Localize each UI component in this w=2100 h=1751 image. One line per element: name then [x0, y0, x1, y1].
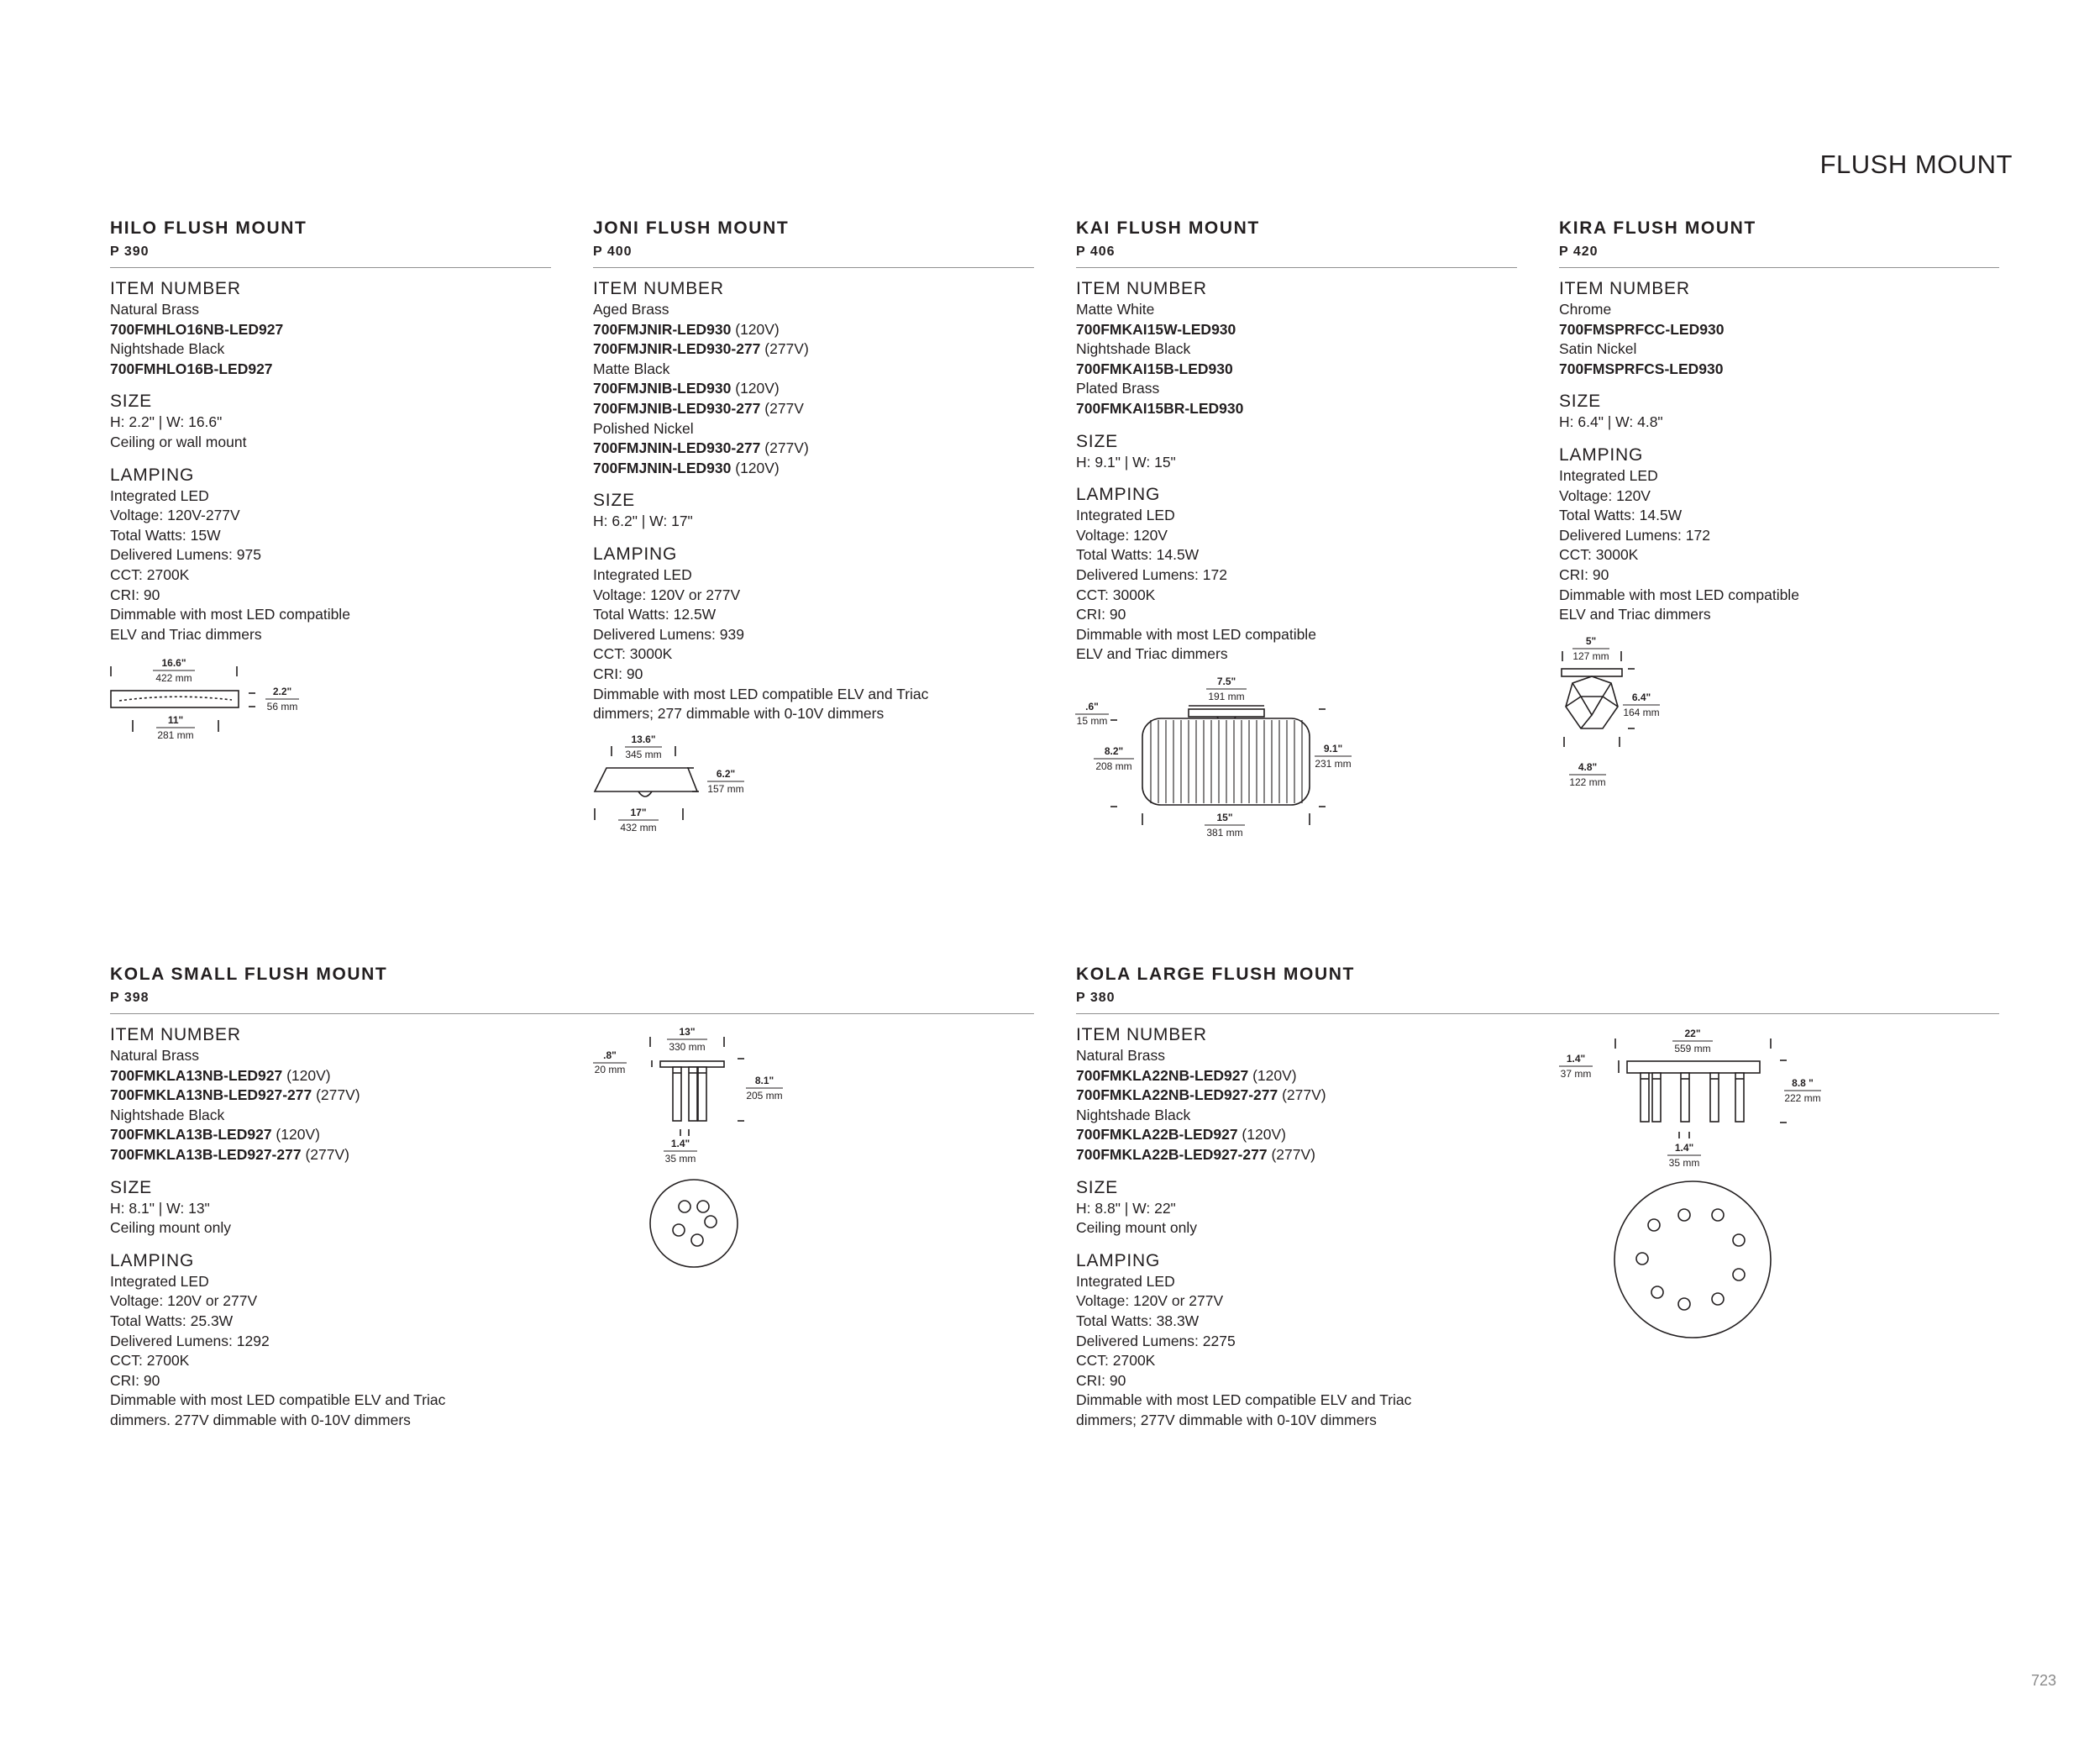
sku-row: [1076, 1066, 1517, 1086]
kai-height-mm: 231 mm: [1315, 758, 1352, 770]
kira-width-mm: 122 mm: [1569, 776, 1606, 788]
sku-row: [593, 379, 1034, 399]
joni-width-mm: 432 mm: [620, 822, 657, 833]
lamping-line: dimmers. 277V dimmable with 0-10V dimmers: [110, 1411, 411, 1428]
kola-large-width-in: 22": [1684, 1028, 1701, 1039]
lamping-line: CCT: 3000K: [593, 645, 673, 663]
size-line: Ceiling mount only: [110, 1219, 231, 1237]
sku-row: [1076, 360, 1517, 380]
sku-row: [110, 320, 551, 340]
finish-label: Nightshade Black: [1076, 340, 1191, 358]
product-kola-large: [1076, 963, 1999, 1431]
kola-large-dimension-drawing: [1550, 1025, 1835, 1349]
sku-voltage: (277V): [301, 1145, 349, 1163]
lamping-line: Delivered Lumens: 172: [1076, 565, 1227, 583]
lamping-line: dimmers; 277 dimmable with 0-10V dimmers: [593, 705, 885, 723]
kai-body-in: 8.2": [1104, 745, 1124, 757]
hilo-width-mm: 422 mm: [155, 672, 192, 684]
sku-code: 700FMKAI15W-LED930: [1076, 320, 1236, 338]
joni-width-in: 17": [630, 807, 647, 818]
kola-small-canopy-in: .8": [603, 1049, 617, 1061]
kai-stem-in: .6": [1085, 701, 1099, 712]
sku-voltage: (120V): [731, 459, 780, 476]
lamping-line: CRI: 90: [593, 665, 643, 682]
sku-row: [593, 439, 1034, 459]
finish-label: Aged Brass: [593, 301, 669, 318]
item-number-heading: ITEM NUMBER: [110, 279, 241, 298]
lamping-line: Dimmable with most LED compatible: [110, 606, 350, 623]
joni-height-in: 6.2": [716, 768, 736, 780]
kola-large-canopy-mm: 37 mm: [1560, 1068, 1592, 1080]
size-heading: SIZE: [1076, 431, 1118, 451]
lamping-line: Dimmable with most LED compatible ELV and Triac: [1076, 1391, 1412, 1409]
kola-large-spec-column: [1076, 1024, 1517, 1431]
lamping-line: ELV and Triac dimmers: [1559, 606, 1711, 623]
hilo-spec-column: [110, 278, 551, 644]
lamping-line: CCT: 3000K: [1076, 586, 1156, 603]
lamping-line: CRI: 90: [1076, 606, 1126, 623]
lamping-line: Delivered Lumens: 172: [1559, 526, 1710, 544]
sku-row: [593, 339, 1034, 360]
kola-large-canopy-in: 1.4": [1566, 1053, 1586, 1065]
hilo-product-name: HILO FLUSH MOUNT: [110, 218, 307, 238]
sku-code: 700FMKLA22NB-LED927-277: [1076, 1086, 1278, 1104]
item-number-heading: ITEM NUMBER: [1076, 279, 1207, 298]
joni-spec-column: [593, 278, 1034, 724]
joni-height-mm: 157 mm: [707, 783, 744, 795]
page-number: 723: [2031, 1672, 2057, 1689]
size-heading: SIZE: [1076, 1177, 1118, 1197]
kira-divider: [1559, 267, 1999, 268]
finish-label: Plated Brass: [1076, 380, 1160, 397]
sku-voltage: (277V): [312, 1086, 360, 1104]
item-number-heading: ITEM NUMBER: [1076, 1025, 1207, 1044]
kira-product-name: KIRA FLUSH MOUNT: [1559, 218, 1756, 238]
kai-canopy-mm: 191 mm: [1208, 691, 1245, 702]
hilo-divider: [110, 267, 551, 268]
joni-product-name: JONI FLUSH MOUNT: [593, 218, 790, 238]
sku-code: 700FMJNIB-LED930-277: [593, 399, 761, 417]
lamping-line: CCT: 2700K: [110, 565, 190, 583]
lamping-line: CCT: 3000K: [1559, 546, 1639, 564]
sku-row: [1559, 320, 2000, 340]
size-line: H: 9.1" | W: 15": [1076, 453, 1176, 471]
kola-small-height-mm: 205 mm: [746, 1090, 783, 1102]
lamping-line: Voltage: 120V: [1076, 526, 1168, 544]
hilo-dimension-drawing: [101, 651, 319, 748]
lamping-heading: LAMPING: [1559, 444, 1644, 465]
kira-dimension-drawing: [1554, 634, 1688, 794]
lamping-line: Integrated LED: [593, 565, 692, 583]
joni-divider: [593, 267, 1034, 268]
joni-top-mm: 345 mm: [625, 749, 662, 760]
sku-row: [593, 320, 1034, 340]
size-heading: SIZE: [1559, 392, 1601, 412]
kai-body-mm: 208 mm: [1095, 760, 1132, 772]
item-number-heading: ITEM NUMBER: [110, 1025, 241, 1044]
size-line: H: 6.2" | W: 17": [593, 513, 693, 530]
hilo-height-mm: 56 mm: [266, 701, 298, 712]
lamping-line: Dimmable with most LED compatible ELV and Triac: [593, 685, 929, 702]
sku-voltage: (277V): [1267, 1145, 1315, 1163]
sku-code: 700FMKLA13NB-LED927: [110, 1066, 283, 1084]
lamping-line: Voltage: 120V or 277V: [1076, 1292, 1224, 1310]
sku-code: 700FMSPRFCC-LED930: [1559, 320, 1725, 338]
lamping-line: CCT: 2700K: [1076, 1352, 1156, 1370]
lamping-line: Dimmable with most LED compatible ELV and Triac: [110, 1391, 446, 1409]
sku-row: [1559, 360, 2000, 380]
kola-large-tube-mm: 35 mm: [1668, 1157, 1700, 1169]
item-number-heading: ITEM NUMBER: [593, 279, 724, 298]
finish-label: Satin Nickel: [1559, 340, 1637, 358]
lamping-line: CRI: 90: [1559, 565, 1609, 583]
size-line: H: 2.2" | W: 16.6": [110, 413, 223, 431]
lamping-heading: LAMPING: [110, 1250, 195, 1270]
sku-voltage: (120V): [731, 320, 780, 338]
finish-label: Polished Nickel: [593, 419, 694, 437]
sku-code: 700FMKLA13B-LED927-277: [110, 1145, 302, 1163]
lamping-line: Integrated LED: [110, 486, 209, 504]
kai-height-in: 9.1": [1323, 743, 1343, 755]
kola-small-product-name: KOLA SMALL FLUSH MOUNT: [110, 965, 388, 984]
sku-row: [1076, 320, 1517, 340]
finish-label: Natural Brass: [1076, 1047, 1166, 1064]
section-title: FLUSH MOUNT: [1819, 150, 2013, 179]
hilo-base-mm: 281 mm: [157, 729, 194, 741]
sku-voltage: (277V): [1278, 1086, 1326, 1104]
product-kai: [1076, 217, 1517, 665]
sku-row: [1076, 399, 1517, 419]
lamping-line: Delivered Lumens: 2275: [1076, 1332, 1236, 1349]
kola-small-height-in: 8.1": [754, 1075, 774, 1086]
size-line: Ceiling mount only: [1076, 1219, 1197, 1237]
lamping-line: Integrated LED: [1076, 1272, 1175, 1290]
lamping-line: Voltage: 120V or 277V: [110, 1292, 258, 1310]
lamping-line: Total Watts: 25.3W: [110, 1312, 234, 1329]
lamping-line: Integrated LED: [1559, 466, 1658, 484]
size-line: Ceiling or wall mount: [110, 433, 247, 450]
lamping-line: Delivered Lumens: 975: [110, 546, 261, 564]
sku-voltage: (277V: [760, 399, 804, 417]
lamping-line: Total Watts: 15W: [110, 526, 221, 544]
sku-voltage: (120V): [282, 1066, 331, 1084]
lamping-line: Voltage: 120V: [1559, 486, 1651, 504]
kola-small-spec-column: [110, 1024, 551, 1431]
sku-row: [110, 1066, 551, 1086]
lamping-line: Integrated LED: [110, 1272, 209, 1290]
kira-page-ref: P 420: [1559, 245, 1599, 259]
lamping-heading: LAMPING: [110, 465, 195, 485]
joni-top-in: 13.6": [631, 734, 656, 745]
sku-row: [110, 360, 551, 380]
sku-code: 700FMJNIB-LED930: [593, 380, 732, 397]
lamping-line: Delivered Lumens: 939: [593, 625, 744, 643]
lamping-line: Voltage: 120V-277V: [110, 507, 240, 524]
kola-small-divider: [110, 1013, 1034, 1014]
kola-small-tube-in: 1.4": [670, 1138, 690, 1149]
hilo-width-in: 16.6": [161, 657, 186, 669]
sku-row: [110, 1086, 551, 1106]
sku-code: 700FMHLO16B-LED927: [110, 360, 273, 377]
sku-voltage: (277V): [760, 340, 809, 358]
kola-large-page-ref: P 380: [1076, 991, 1116, 1005]
sku-voltage: (120V): [1248, 1066, 1297, 1084]
kira-spec-column: [1559, 278, 2000, 625]
lamping-heading: LAMPING: [1076, 485, 1161, 505]
lamping-heading: LAMPING: [593, 544, 678, 564]
kola-small-width-mm: 330 mm: [669, 1041, 706, 1053]
size-line: H: 8.1" | W: 13": [110, 1199, 210, 1217]
kai-canopy-in: 7.5": [1216, 676, 1236, 687]
hilo-page-ref: P 390: [110, 245, 150, 259]
hilo-height-in: 2.2": [272, 686, 292, 697]
kira-canopy-mm: 127 mm: [1572, 650, 1609, 662]
sku-row: [593, 459, 1034, 479]
sku-code: 700FMJNIN-LED930-277: [593, 439, 761, 457]
kola-small-page-ref: P 398: [110, 991, 150, 1005]
kola-large-product-name: KOLA LARGE FLUSH MOUNT: [1076, 965, 1355, 984]
lamping-heading: LAMPING: [1076, 1250, 1161, 1270]
kira-height-mm: 164 mm: [1623, 707, 1660, 718]
finish-label: Natural Brass: [110, 301, 200, 318]
sku-row: [110, 1145, 551, 1165]
sku-row: [1076, 1145, 1517, 1165]
lamping-line: ELV and Triac dimmers: [1076, 645, 1228, 663]
finish-label: Matte White: [1076, 301, 1155, 318]
kira-canopy-in: 5": [1585, 635, 1597, 647]
sku-code: 700FMHLO16NB-LED927: [110, 320, 284, 338]
size-heading: SIZE: [110, 1177, 152, 1197]
lamping-line: CRI: 90: [110, 586, 160, 603]
sku-code: 700FMKAI15BR-LED930: [1076, 399, 1244, 417]
lamping-line: Delivered Lumens: 1292: [110, 1332, 270, 1349]
kola-large-tube-in: 1.4": [1674, 1142, 1694, 1154]
kai-product-name: KAI FLUSH MOUNT: [1076, 218, 1260, 238]
size-heading: SIZE: [593, 491, 635, 511]
lamping-line: Dimmable with most LED compatible: [1076, 625, 1316, 643]
sku-voltage: (120V): [271, 1126, 320, 1144]
kai-width-in: 15": [1216, 812, 1233, 823]
size-line: H: 8.8" | W: 22": [1076, 1199, 1176, 1217]
lamping-line: Voltage: 120V or 277V: [593, 586, 741, 603]
lamping-line: dimmers; 277V dimmable with 0-10V dimmers: [1076, 1411, 1377, 1428]
sku-voltage: (277V): [760, 439, 809, 457]
finish-label: Nightshade Black: [1076, 1106, 1191, 1123]
product-joni: [593, 217, 1034, 724]
hilo-base-in: 11": [167, 714, 184, 726]
lamping-line: Total Watts: 14.5W: [1076, 546, 1200, 564]
size-line: H: 6.4" | W: 4.8": [1559, 413, 1663, 431]
kola-large-width-mm: 559 mm: [1674, 1043, 1711, 1054]
product-hilo: [110, 217, 551, 644]
sku-code: 700FMJNIR-LED930: [593, 320, 732, 338]
lamping-line: Integrated LED: [1076, 507, 1175, 524]
sku-code: 700FMKLA22B-LED927: [1076, 1126, 1238, 1144]
sku-code: 700FMSPRFCS-LED930: [1559, 360, 1724, 377]
joni-page-ref: P 400: [593, 245, 633, 259]
size-heading: SIZE: [110, 392, 152, 412]
lamping-line: CRI: 90: [110, 1371, 160, 1389]
kola-large-divider: [1076, 1013, 1999, 1014]
kira-width-in: 4.8": [1578, 761, 1598, 773]
lamping-line: CCT: 2700K: [110, 1352, 190, 1370]
lamping-line: Total Watts: 14.5W: [1559, 507, 1683, 524]
sku-code: 700FMKAI15B-LED930: [1076, 360, 1233, 377]
sku-code: 700FMJNIN-LED930: [593, 459, 732, 476]
lamping-line: Total Watts: 38.3W: [1076, 1312, 1200, 1329]
lamping-line: ELV and Triac dimmers: [110, 625, 262, 643]
sku-row: [1076, 1125, 1517, 1145]
sku-code: 700FMKLA22B-LED927-277: [1076, 1145, 1268, 1163]
kai-divider: [1076, 267, 1517, 268]
lamping-line: Total Watts: 12.5W: [593, 606, 717, 623]
finish-label: Nightshade Black: [110, 340, 225, 358]
lamping-line: CRI: 90: [1076, 1371, 1126, 1389]
lamping-line: Dimmable with most LED compatible: [1559, 586, 1799, 603]
sku-row: [110, 1125, 551, 1145]
finish-label: Natural Brass: [110, 1047, 200, 1064]
item-number-heading: ITEM NUMBER: [1559, 279, 1690, 298]
kai-width-mm: 381 mm: [1206, 827, 1243, 839]
kai-dimension-drawing: [1067, 672, 1361, 840]
sku-code: 700FMJNIR-LED930-277: [593, 340, 761, 358]
kola-large-height-in: 8.8 ": [1792, 1077, 1814, 1089]
kira-height-in: 6.4": [1631, 691, 1651, 703]
kola-large-height-mm: 222 mm: [1784, 1092, 1821, 1104]
sku-row: [593, 399, 1034, 419]
kola-small-width-in: 13": [679, 1026, 696, 1038]
sku-code: 700FMKLA13B-LED927: [110, 1126, 272, 1144]
joni-dimension-drawing: [588, 731, 764, 840]
sku-voltage: (120V): [731, 380, 780, 397]
kola-small-tube-mm: 35 mm: [664, 1153, 696, 1165]
kola-small-canopy-mm: 20 mm: [594, 1064, 626, 1075]
sku-code: 700FMKLA22NB-LED927: [1076, 1066, 1249, 1084]
kai-page-ref: P 406: [1076, 245, 1116, 259]
finish-label: Chrome: [1559, 301, 1612, 318]
kai-stem-mm: 15 mm: [1076, 715, 1108, 727]
sku-voltage: (120V): [1237, 1126, 1286, 1144]
finish-label: Nightshade Black: [110, 1106, 225, 1123]
kola-small-dimension-drawing: [588, 1025, 798, 1277]
finish-label: Matte Black: [593, 360, 670, 377]
product-kira: [1559, 217, 1999, 625]
product-kola-small: [110, 963, 1034, 1431]
kai-spec-column: [1076, 278, 1517, 665]
sku-code: 700FMKLA13NB-LED927-277: [110, 1086, 312, 1104]
sku-row: [1076, 1086, 1517, 1106]
